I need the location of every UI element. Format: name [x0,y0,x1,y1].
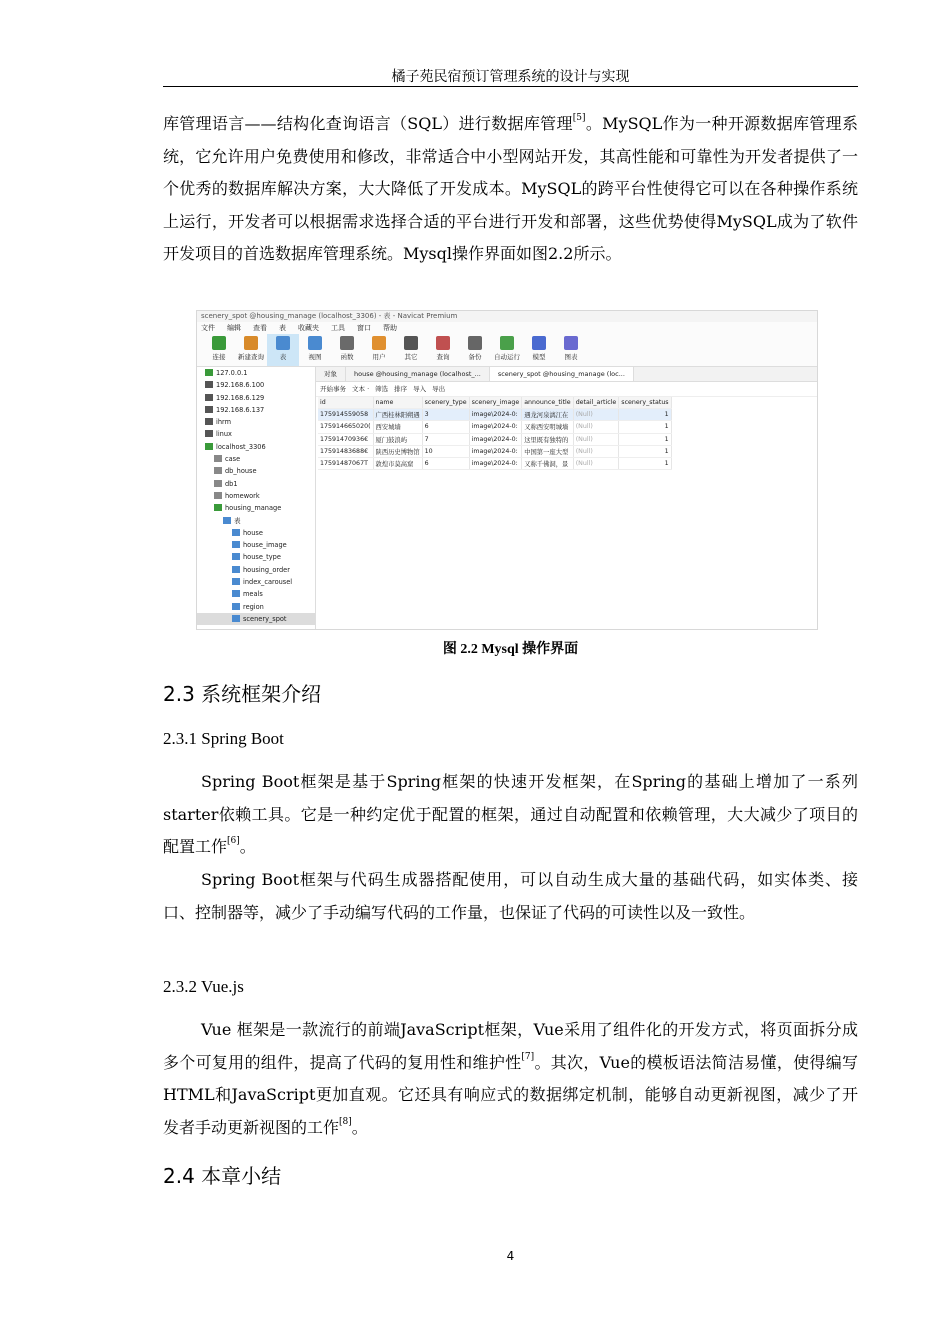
tree-icon [205,369,213,376]
toolbar-button[interactable] [555,334,587,366]
table-cell[interactable]: 10 [422,445,469,457]
tree-icon [223,517,231,524]
tree-label: housing_order [243,565,290,574]
toolbar-icon [532,336,546,350]
tree-node[interactable] [197,428,315,440]
tree-node[interactable] [197,404,315,416]
tree-node[interactable] [197,465,315,477]
tree-node[interactable] [197,478,315,490]
toolbar-label: 连接 [212,353,226,361]
tree-node[interactable] [197,576,315,588]
table-cell[interactable]: 3 [422,409,469,421]
grid-tool[interactable]: 导入 [413,385,427,393]
toolbar-icon [500,336,514,350]
tree-label: 192.168.6.137 [216,405,265,414]
toolbar-button[interactable] [363,334,395,366]
toolbar-label: 表 [279,353,287,361]
column-header[interactable]: id [318,397,373,409]
table-cell[interactable]: 1 [619,457,671,469]
toolbar-label: 查询 [436,353,450,361]
table-cell[interactable]: 1 [619,433,671,445]
toolbar-label: 备份 [468,353,482,361]
toolbar-button[interactable] [299,334,331,366]
table-cell[interactable]: 这里既有独特的 [522,433,573,445]
grid-tool[interactable]: 文本 · [352,385,370,393]
tree-node[interactable] [197,453,315,465]
toolbar-button[interactable] [331,334,363,366]
table-cell[interactable]: (Null) [573,457,619,469]
tree-label: 192.168.6.129 [216,393,265,402]
paragraph-vue: Vue 框架是一款流行的前端JavaScript框架，Vue采用了组件化的开发方式，将页面拆分成多个可复用的组件，提高了代码的复用性和维护性[7]。其次，Vue的模板语法简洁易懂，使得编写HTML和JavaScript更加直观。它还具有响应式的数据绑定机制，能够自动更新视图，减少了开发者手动更新视图的工作[8]。 [163,1020,858,1137]
citation: [8] [339,1116,352,1127]
tree-icon [232,615,240,622]
toolbar-icon [308,336,322,350]
citation: [5] [572,113,586,123]
subsection-heading: 2.3.2 Vue.js [163,977,244,996]
menu-item[interactable]: 窗口 [357,324,371,332]
tree-icon [205,394,213,401]
tree-icon [232,590,240,597]
tree-label: localhost_3306 [216,442,266,451]
table-cell[interactable]: 敦煌市莫高窟 [373,457,422,469]
table-cell[interactable]: image\2024-0: [469,445,522,457]
tree-icon [214,504,222,511]
tree-node[interactable] [197,490,315,502]
tab[interactable]: house @housing_manage (localhost_... [346,367,490,381]
tree-icon [205,443,213,450]
tree-label: region [243,602,264,611]
menu-item[interactable]: 工具 [331,324,345,332]
table-cell[interactable]: 175914665020( [318,421,373,433]
column-header[interactable]: scenery_image [469,397,522,409]
table-cell[interactable]: image\2024-0: [469,457,522,469]
tree-node[interactable] [197,367,315,379]
table-cell[interactable]: 西安城墙 [373,421,422,433]
paragraph-springboot-2: Spring Boot框架与代码生成器搭配使用，可以自动生成大量的基础代码，如实体类、接口、控制器等，减少了手动编写代码的工作量，也保证了代码的可读性以及一致性。 [163,870,858,922]
citation: [7] [521,1051,535,1062]
tree-node[interactable] [197,502,315,514]
menu-bar [197,322,817,334]
window-title: scenery_spot @housing_manage (localhost_3306) - 表 - Navicat Premium [197,311,817,322]
table-cell[interactable]: 17591483688€ [318,445,373,457]
table-cell[interactable]: 又称千佛洞，景 [522,457,573,469]
toolbar-button[interactable] [203,334,235,366]
tree-label: housing_manage [225,504,282,513]
table-cell[interactable]: 1 [619,445,671,457]
table-cell[interactable]: 1 [619,421,671,433]
tree-node[interactable] [197,564,315,576]
table-cell[interactable]: 175914559058 [318,409,373,421]
tree-label: house_type [243,553,281,562]
tree-label: scenery_spot [243,614,287,623]
table-cell[interactable]: 6 [422,457,469,469]
paragraph-mysql: 库管理语言——结构化查询语言（SQL）进行数据库管理[5]。MySQL作为一种开源数据库管理系统，它允许用户免费使用和修改，非常适合中小型网站开发，其高性能和可靠性为开发者提供了一个优秀的数据库解决方案，大大降低了开发成本。MySQL的跨平台性使得它可以在各种操作系统上运行，开发者可以根据需求选择合适的平台进行开发和部署，这些优势使得MySQL成为了软件开发项目的首选数据库管理系统。Mysql操作界面如图2.2所示。 [163,113,858,264]
tree-node[interactable] [197,515,315,527]
running-header: 橘子苑民宿预订管理系统的设计与实现 [391,69,630,85]
table-cell[interactable]: 17591487067T [318,457,373,469]
subsection-heading: 2.3.1 Spring Boot [163,729,284,748]
table-cell[interactable]: 6 [422,421,469,433]
toolbar-icon [404,336,418,350]
toolbar [197,334,817,367]
tree-node[interactable] [197,551,315,563]
tree-label: 192.168.6.100 [216,381,265,390]
table-cell[interactable]: image\2024-0: [469,409,522,421]
tree-label: 表 [234,516,241,525]
toolbar-icon [564,336,578,350]
table-cell[interactable]: (Null) [573,409,619,421]
grid-tool[interactable]: 导出 [432,385,446,393]
table-cell[interactable]: (Null) [573,433,619,445]
toolbar-label: 新建查询 [238,353,264,361]
tab[interactable]: scenery_spot @housing_manage (loc... [490,367,634,381]
tree-label: house [243,528,263,537]
toolbar-button[interactable] [395,334,427,366]
grid-tool[interactable]: 开始事务 [320,385,346,393]
tree-icon [205,418,213,425]
tree-label: meals [243,590,263,599]
tree-label: case [225,455,241,464]
tree-node[interactable] [197,539,315,551]
grid-header [318,397,671,409]
toolbar-button[interactable] [235,334,267,366]
toolbar-icon [340,336,354,350]
table-cell[interactable]: (Null) [573,421,619,433]
tree-label: 127.0.0.1 [216,369,248,377]
table-cell[interactable]: 厦门鼓浪屿 [373,433,422,445]
table-cell[interactable]: image\2024-0: [469,421,522,433]
column-header[interactable]: name [373,397,422,409]
toolbar-icon [244,336,258,350]
table-row[interactable] [318,409,671,421]
tree-label: house_image [243,541,287,550]
tab[interactable]: 对象 [316,367,346,381]
tree-icon [205,430,213,437]
grid-tool[interactable]: 排序 [394,385,408,393]
menu-item[interactable]: 编辑 [227,324,241,332]
tree-icon [232,541,240,548]
table-cell[interactable]: (Null) [573,445,619,457]
tree-icon [214,480,222,487]
table-row[interactable] [318,421,671,433]
tree-label: index_carousel [243,578,293,587]
connection-tree [197,367,316,629]
toolbar-button[interactable] [523,334,555,366]
menu-item[interactable]: 帮助 [383,324,397,332]
tree-label: db_house [225,467,257,476]
menu-item[interactable]: 收藏夹 [298,324,319,332]
tree-node[interactable] [197,613,315,625]
figure-caption: 图 2.2 Mysql 操作界面 [442,642,579,657]
toolbar-label: 图表 [564,353,578,361]
tree-label: ihrm [216,418,232,427]
table-row[interactable] [318,457,671,469]
data-grid [318,397,672,470]
toolbar-button[interactable] [491,334,523,366]
tree-icon [232,529,240,536]
page-number: 4 [506,1249,515,1263]
toolbar-label: 视图 [308,353,322,361]
table-row[interactable] [318,433,671,445]
tree-node[interactable] [197,416,315,428]
tree-label: linux [216,430,232,439]
toolbar-button[interactable] [459,334,491,366]
menu-item[interactable]: 表 [279,324,286,332]
table-cell[interactable]: 7 [422,433,469,445]
header-rule [163,86,858,87]
tree-icon [232,553,240,560]
column-header[interactable]: announce_title [522,397,573,409]
tree-node[interactable] [197,379,315,391]
tree-node[interactable] [197,527,315,539]
tree-node[interactable] [197,601,315,613]
tree-label: db1 [225,479,238,488]
section-heading: 2.3 系统框架介绍 [163,682,322,706]
toolbar-button[interactable] [267,334,299,366]
toolbar-icon [372,336,386,350]
grid-toolbar [316,382,817,397]
table-cell[interactable]: image\2024-0: [469,433,522,445]
column-header[interactable]: scenery_type [422,397,469,409]
toolbar-label: 其它 [404,353,418,361]
toolbar-icon [436,336,450,350]
toolbar-icon [468,336,482,350]
tree-icon [232,578,240,585]
tree-icon [205,381,213,388]
column-header[interactable]: detail_article [573,397,619,409]
table-cell[interactable]: 遇龙河泉漓江在 [522,409,573,421]
menu-item[interactable]: 文件 [201,324,215,332]
tree-node[interactable] [197,441,315,453]
section-heading: 2.4 本章小结 [163,1164,282,1188]
navicat-screenshot [196,310,818,630]
column-header[interactable]: scenery_status [619,397,671,409]
tree-node[interactable] [197,392,315,404]
table-cell[interactable]: 广西桂林阳朔遇 [373,409,422,421]
tab-bar [316,367,817,382]
menu-item[interactable]: 查看 [253,324,267,332]
tree-node[interactable] [197,588,315,600]
paragraph-springboot-1: Spring Boot框架是基于Spring框架的快速开发框架，在Spring的基础上增加了一系列starter依赖工具。它是一种约定优于配置的框架，通过自动配置和依赖管理，大大减少了项目的配置工作[6]。 [163,772,858,857]
table-row[interactable] [318,445,671,457]
toolbar-label: 模型 [532,353,546,361]
tree-icon [214,492,222,499]
tree-icon [214,467,222,474]
table-cell[interactable]: 中国第一座大型 [522,445,573,457]
toolbar-button[interactable] [427,334,459,366]
tree-icon [214,455,222,462]
table-cell[interactable]: 陕西历史博物馆 [373,445,422,457]
tree-icon [232,566,240,573]
toolbar-icon [276,336,290,350]
toolbar-label: 自动运行 [494,353,520,361]
toolbar-label: 用户 [372,353,386,361]
citation: [6] [227,836,240,847]
tree-icon [205,406,213,413]
grid-tool[interactable]: 筛选 [375,385,389,393]
tree-icon [232,603,240,610]
toolbar-label: 函数 [340,353,354,361]
table-cell[interactable]: 17591470936€ [318,433,373,445]
table-cell[interactable]: 1 [619,409,671,421]
tree-label: homework [225,491,260,500]
table-cell[interactable]: 又称西安明城墙 [522,421,573,433]
toolbar-icon [212,336,226,350]
